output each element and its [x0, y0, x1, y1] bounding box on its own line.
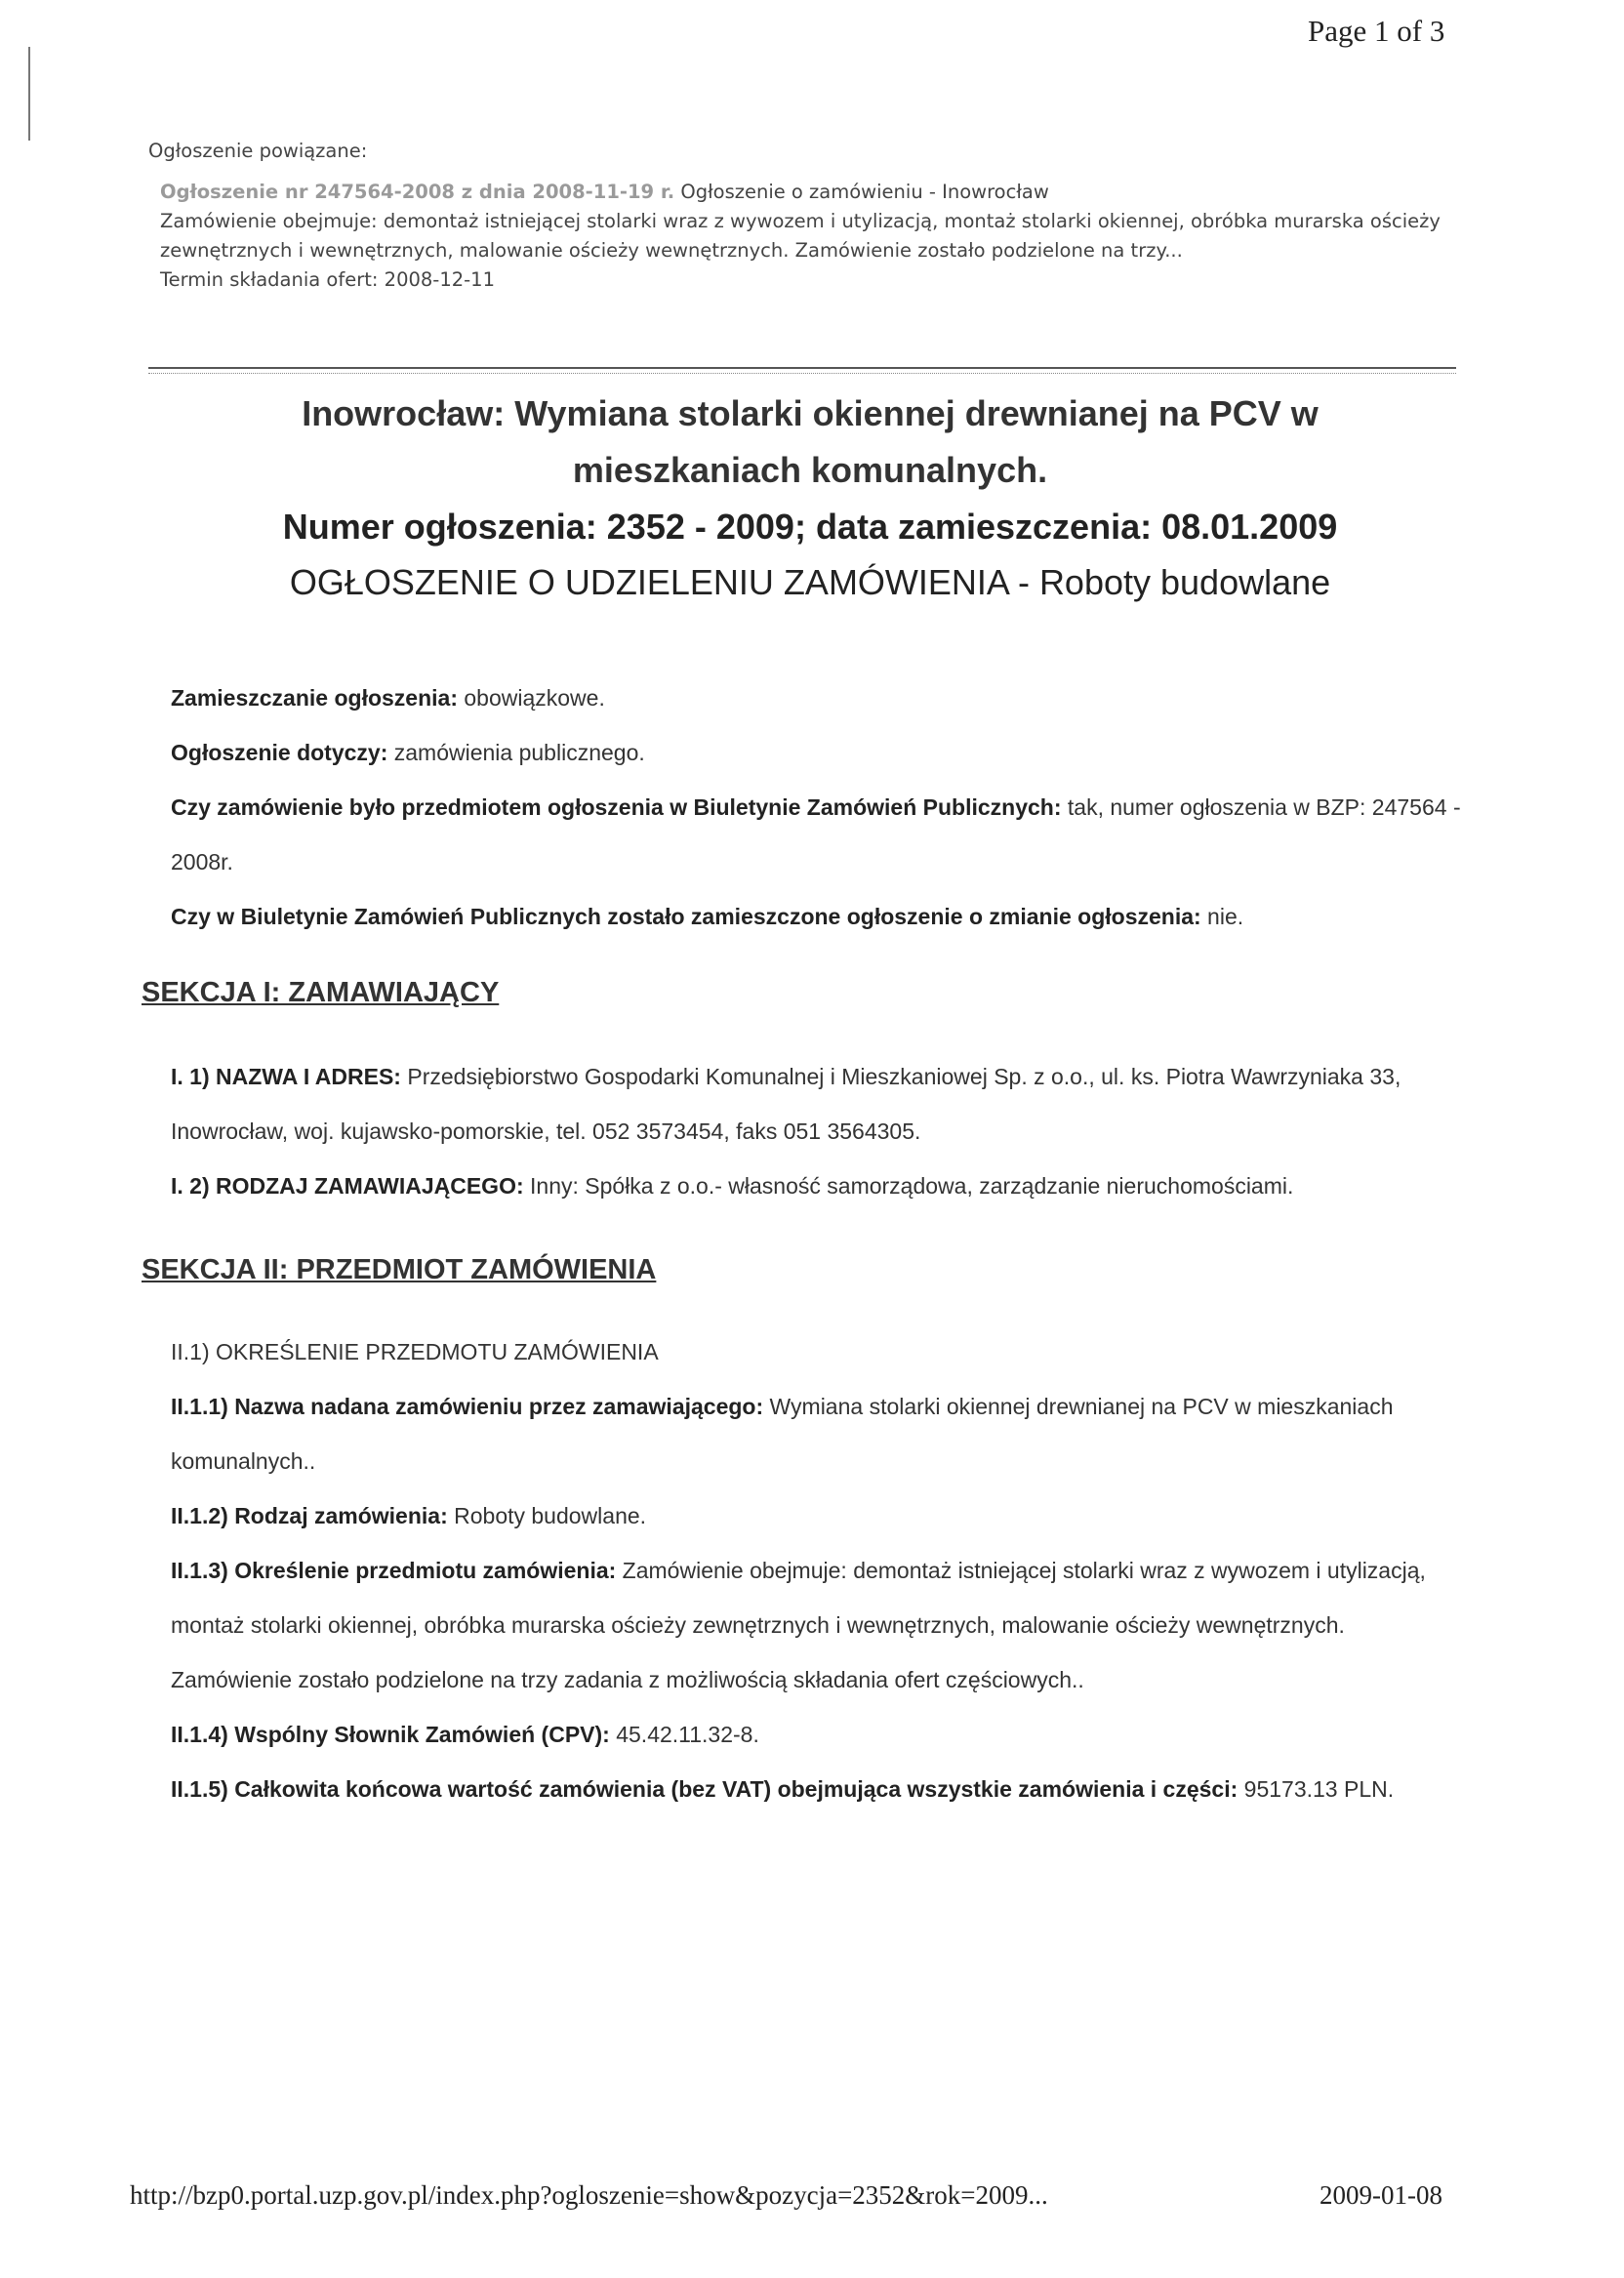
field-value: obowiązkowe. — [457, 685, 605, 711]
field-publication — [171, 671, 1469, 725]
section-2-item — [171, 1379, 1469, 1488]
field-label: Czy zamówienie było przedmiotem ogłoszenia w Biuletynie Zamówień Publicznych: — [171, 794, 1062, 820]
notice-number-line: Numer ogłoszenia: 2352 - 2009; data zamieszczenia: 08.01.2009 — [282, 507, 1338, 547]
section-2-item — [171, 1707, 1469, 1762]
section-2-title: SEKCJA II: PRZEDMIOT ZAMÓWIENIA — [142, 1254, 657, 1285]
section-2-item — [171, 1543, 1469, 1707]
field-label: Ogłoszenie dotyczy: — [171, 740, 388, 765]
related-ref-link[interactable]: Ogłoszenie nr 247564-2008 z dnia 2008-11-19 r. — [160, 181, 675, 203]
item-value: Zamówienie obejmuje: demontaż istniejącej stolarki wraz z wywozem i utylizacją, montaż stolarki okiennej, obróbka murarska ościeży zewnętrznych i wewnętrznych, malowanie ościeży wewnętrznych. Zamówienie zostało podzielone na trzy zadania z możliwością składania ofert częściowych.. — [171, 1558, 1426, 1692]
title-line-1: Inowrocław: Wymiana stolarki okiennej drewnianej na PCV w — [302, 393, 1319, 433]
field-label: Czy w Biuletynie Zamówień Publicznych zostało zamieszczone ogłoszenie o zmianie ogłoszenia: — [171, 904, 1201, 929]
field-value: nie. — [1200, 904, 1244, 929]
item-label: I. 1) NAZWA I ADRES: — [171, 1064, 401, 1089]
item-value: 45.42.11.32-8. — [609, 1722, 759, 1747]
item-value: 95173.13 PLN. — [1238, 1776, 1395, 1802]
field-change-notice — [171, 889, 1469, 944]
footer-date: 2009-01-08 — [1320, 2180, 1442, 2210]
item-value: Inny: Spółka z o.o.- własność samorządowa, zarządzanie nieruchomościami. — [523, 1173, 1294, 1199]
item-value: Przedsiębiorstwo Gospodarki Komunalnej i Mieszkaniowej Sp. z o.o., ul. ks. Piotra Wawrzyniaka 33, Inowrocław, woj. kujawsko-pomorskie, tel. 052 3573454, faks 051 3564305. — [171, 1064, 1401, 1144]
item-label: I. 2) RODZAJ ZAMAWIAJĄCEGO: — [171, 1173, 524, 1199]
field-label: Zamieszczanie ogłoszenia: — [171, 685, 458, 711]
divider — [148, 367, 1456, 374]
related-deadline: Termin składania ofert: 2008-12-11 — [160, 268, 495, 291]
field-value: tak, numer ogłoszenia w BZP: 247564 - 2008r. — [171, 794, 1461, 875]
related-heading: Ogłoszenie powiązane: — [148, 140, 368, 162]
print-footer — [130, 2180, 1442, 2211]
item-value: Roboty budowlane. — [447, 1503, 647, 1528]
field-value: zamówienia publicznego. — [387, 740, 645, 765]
notice-body — [142, 671, 1469, 1816]
notice-type-line: OGŁOSZENIE O UDZIELENIU ZAMÓWIENIA - Roboty budowlane — [289, 562, 1331, 602]
item-label: II.1.5) Całkowita końcowa wartość zamówienia (bez VAT) obejmująca wszystkie zamówienia i części: — [171, 1776, 1238, 1802]
related-ref-line — [160, 178, 1456, 207]
related-description: Zamówienie obejmuje: demontaż istniejącej stolarki wraz z wywozem i utylizacją, montaż stolarki okiennej, obróbka murarska ościeży zewnętrznych i wewnętrznych, malowanie ościeży wewnętrznych. Zamówienie zostało podzielone na trzy... — [160, 210, 1441, 262]
item-label: II.1.2) Rodzaj zamówienia: — [171, 1503, 448, 1528]
scan-mark — [28, 47, 30, 141]
page-title — [176, 386, 1444, 610]
item-value: Wymiana stolarki okiennej drewnianej na PCV w mieszkaniach komunalnych.. — [171, 1394, 1394, 1474]
related-ref-title: Ogłoszenie o zamówieniu - Inowrocław — [674, 181, 1049, 203]
item-label: II.1.4) Wspólny Słownik Zamówień (CPV): — [171, 1722, 610, 1747]
field-bzp-notice — [171, 780, 1469, 889]
page-number: Page 1 of 3 — [1308, 14, 1445, 48]
footer-url: http://bzp0.portal.uzp.gov.pl/index.php?ogloszenie=show&pozycja=2352&rok=2009... — [130, 2180, 1048, 2210]
related-notice — [148, 140, 1456, 295]
section-1-title: SEKCJA I: ZAMAWIAJĄCY — [142, 977, 500, 1008]
field-concerns — [171, 725, 1469, 780]
section-2-item — [171, 1488, 1469, 1543]
section-1-item — [171, 1049, 1469, 1159]
section-2-subtitle: II.1) OKREŚLENIE PRZEDMOTU ZAMÓWIENIA — [171, 1339, 659, 1364]
related-block — [148, 178, 1456, 295]
title-line-2: mieszkaniach komunalnych. — [572, 450, 1048, 490]
item-label: II.1.1) Nazwa nadana zamówieniu przez zamawiającego: — [171, 1394, 764, 1419]
section-2-item — [171, 1762, 1469, 1816]
item-label: II.1.3) Określenie przedmiotu zamówienia: — [171, 1558, 617, 1583]
section-1-item — [171, 1159, 1469, 1213]
